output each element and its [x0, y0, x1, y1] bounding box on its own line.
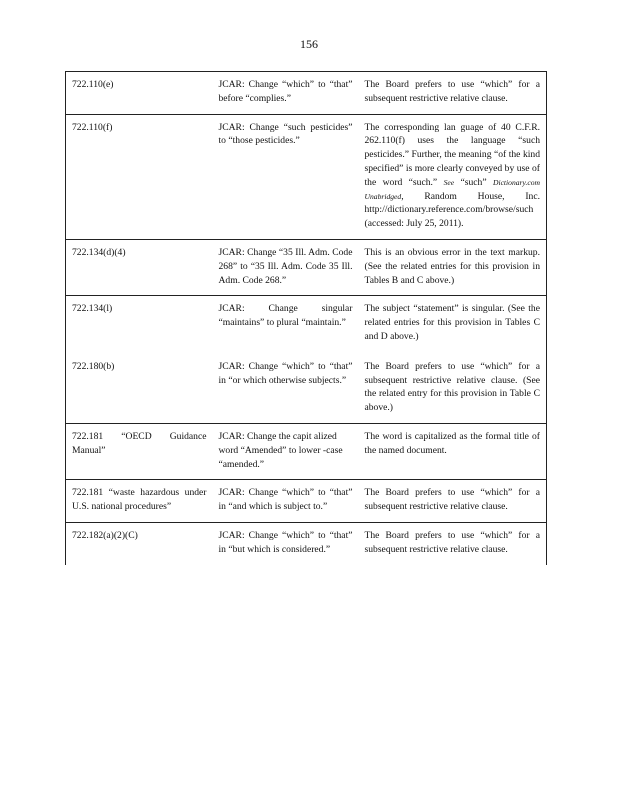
reason-cell: The Board prefers to use “which” for a subsequent restrictive relative clause. (See the related entry for this provision in Table C above.) — [364, 360, 540, 414]
reason-cell: The Board prefers to use “which” for a subsequent restrictive relative clause. — [359, 522, 547, 564]
section-cell: 722.134(l) — [66, 296, 213, 352]
reason-text: The corresponding lan guage of 40 C.F.R. 262.110(f) uses the language “such pesticides.” Further, the meaning “of the kind specified” is more clearly conveyed by use of the word “such.” — [364, 121, 540, 188]
see-signal: See — [443, 177, 455, 187]
change-cell: JCAR: Change “which” to “that” in “and which is subject to.” — [213, 480, 359, 523]
table-row — [66, 114, 547, 239]
citation-rest: , Random House, Inc. http://dictionary.reference.com/browse/such (accessed: July 25, 2011). — [364, 190, 540, 230]
section-cell: 722.181 “OECD Guidance Manual” — [66, 423, 213, 479]
change-cell: JCAR: Change the capit alized word “Amended” to lower -case “amended.” — [213, 423, 359, 479]
section-cell: 722.134(d)(4) — [66, 239, 213, 295]
change-cell: JCAR: Change “35 Ill. Adm. Code 268” to “35 Ill. Adm. Code 35 Ill. Adm. Code 268.” — [213, 239, 359, 295]
see-term: “such” — [460, 176, 487, 188]
section-cell: 722.110(f) — [66, 114, 213, 239]
table-row — [66, 480, 547, 523]
reason-cell: The Board prefers to use “which” for a subsequent restrictive relative clause. — [359, 480, 547, 523]
citation-source: Dictionary.com — [492, 177, 540, 187]
change-cell: JCAR: Change “which” to “that” in “or which otherwise subjects.” — [218, 360, 353, 386]
reason-cell: The word is capitalized as the formal title of the named document. — [359, 423, 547, 479]
citation-unabridged: Unabridged — [364, 191, 402, 201]
reason-cell: The subject “statement” is singular. (See the related entries for this provision in Tables C and D above.) — [359, 296, 547, 352]
table-row — [66, 296, 547, 352]
change-cell: JCAR: Change “which” to “that” before “complies.” — [213, 72, 359, 115]
table-row — [66, 522, 547, 564]
table-row — [66, 423, 547, 479]
section-cell: 722.110(e) — [66, 72, 213, 115]
change-cell: JCAR: Change singular “maintains” to plural “maintain.” — [213, 296, 359, 352]
table-row — [66, 239, 547, 295]
table-row — [66, 72, 547, 115]
change-cell: JCAR: Change “which” to “that” in “but which is considered.” — [213, 522, 359, 564]
reason-cell — [359, 114, 547, 239]
page-number: 156 — [300, 37, 318, 51]
reason-cell: This is an obvious error in the text markup. (See the related entries for this provision in Tables B and C above.) — [359, 239, 547, 295]
reason-cell: The Board prefers to use “which” for a subsequent restrictive relative clause. — [359, 72, 547, 115]
section-cell: 722.180(b) — [72, 360, 115, 372]
section-cell: 722.181 “waste hazardous under U.S. national procedures” — [66, 480, 213, 523]
section-cell: 722.182(a)(2)(C) — [66, 522, 213, 564]
table-row — [66, 352, 547, 424]
comments-table — [65, 71, 547, 565]
change-cell: JCAR: Change “such pesticides” to “those pesticides.” — [213, 114, 359, 239]
